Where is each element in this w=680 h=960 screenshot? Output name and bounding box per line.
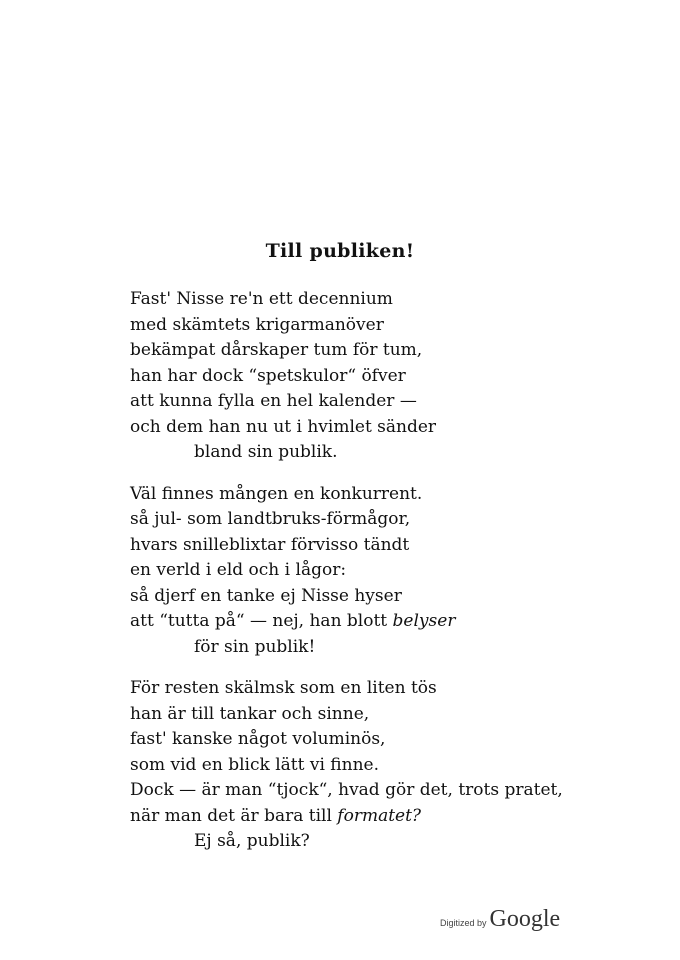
poem-line: bekämpat dårskaper tum för tum, bbox=[130, 340, 423, 360]
poem-line: att kunna fylla en hel kalender — bbox=[130, 391, 417, 411]
poem-line bbox=[130, 609, 630, 635]
stanza-3 bbox=[130, 676, 630, 855]
line-text: att “tutta på“ — nej, han blott bbox=[130, 611, 393, 631]
italic-word: formatet? bbox=[337, 805, 422, 826]
poem-line: Fast' Nisse re'n ett decennium bbox=[130, 289, 393, 309]
poem-line: och dem han nu ut i hvimlet sänder bbox=[130, 416, 437, 437]
google-logo: Google bbox=[489, 906, 561, 932]
poem-line: Dock — är man “tjock“, hvad gör det, trots pratet, bbox=[130, 780, 563, 800]
refrain-line: för sin publik! bbox=[194, 636, 316, 657]
poem-line: hvars snilleblixtar förvisso tändt bbox=[130, 534, 410, 555]
digitization-watermark bbox=[440, 906, 560, 936]
watermark-prefix: Digitized by bbox=[440, 918, 487, 928]
stanza-2 bbox=[130, 482, 630, 661]
poem-line bbox=[130, 804, 630, 830]
stanza-1 bbox=[130, 287, 630, 466]
poem-line: Väl finnes mången en konkurrent. bbox=[130, 483, 423, 504]
poem-title: Till publiken! bbox=[265, 240, 415, 262]
line-text: när man det är bara till bbox=[130, 805, 338, 826]
poem-line: För resten skälmsk som en liten tös bbox=[130, 678, 437, 698]
poem-line: han har dock “spetskulor“ öfver bbox=[130, 365, 406, 386]
italic-word: belyser bbox=[392, 611, 456, 631]
poem-line: så jul- som landtbruks-förmågor, bbox=[130, 509, 411, 529]
poem-line: han är till tankar och sinne, bbox=[130, 703, 370, 724]
refrain-line: bland sin publik. bbox=[194, 442, 338, 462]
poem-line: en verld i eld och i lågor: bbox=[130, 560, 347, 580]
poem-line: som vid en blick lätt vi finne. bbox=[130, 754, 379, 775]
refrain-line: Ej så, publik? bbox=[194, 831, 310, 851]
poem-line: fast' kanske något voluminös, bbox=[130, 729, 386, 749]
poem-line: med skämtets krigarmanöver bbox=[130, 314, 384, 335]
poem-body bbox=[130, 287, 630, 871]
poem-line: så djerf en tanke ej Nisse hyser bbox=[130, 585, 402, 606]
